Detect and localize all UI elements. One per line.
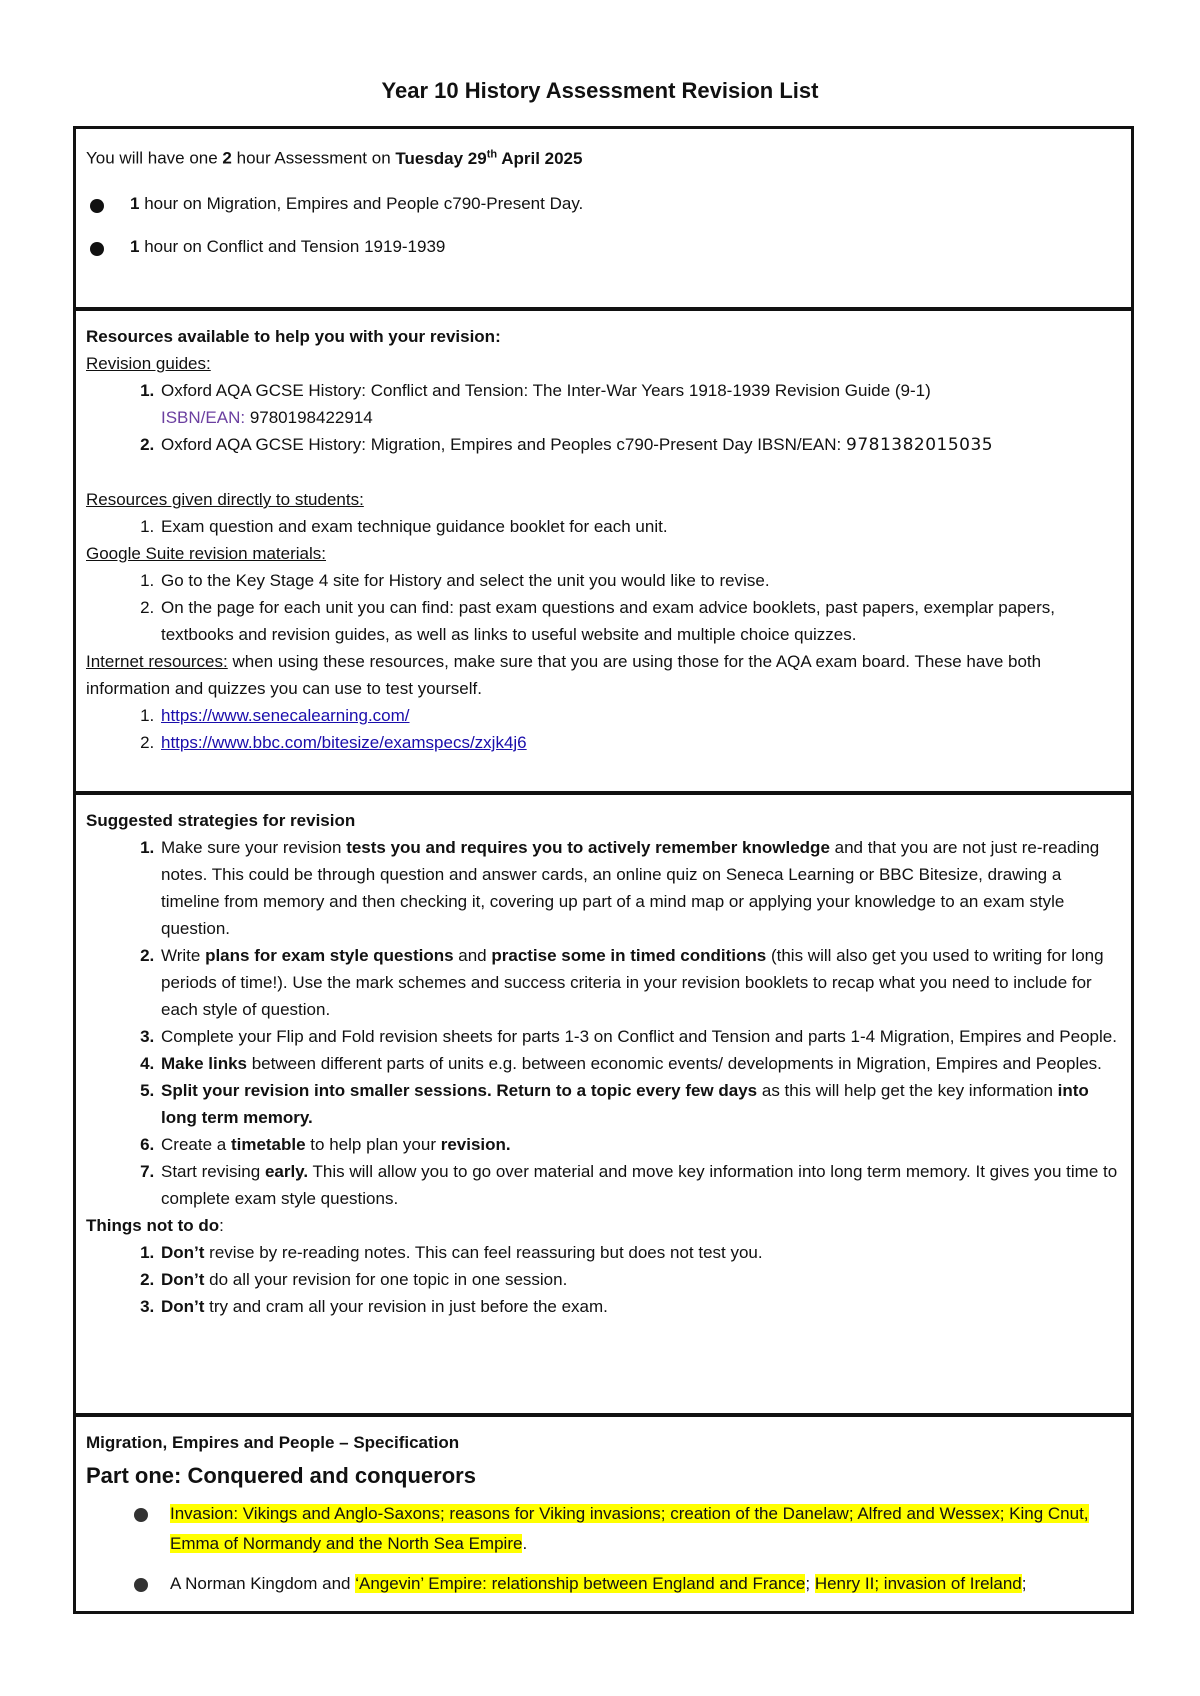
resources-heading: Resources available to help you with your revision: [86, 327, 501, 346]
list-item: 6. Create a timetable to help plan your revision. [159, 1131, 1121, 1158]
list-item: 2. On the page for each unit you can find: past exam questions and exam advice booklets, past papers, exemplar papers, textbooks and revision guides, as well as links to useful website and multiple choice quizzes. [159, 594, 1121, 648]
list-item: 5. Split your revision into smaller sessions. Return to a topic every few days as this will help get the key information into long term memory. [159, 1077, 1121, 1131]
strategies-box [73, 792, 1134, 1416]
page-title: Year 10 History Assessment Revision List [381, 78, 819, 103]
list-item: A Norman Kingdom and ‘Angevin’ Empire: relationship between England and France; Henry II; invasion of Ireland; [86, 1569, 1121, 1599]
list-item: 3. Don’t try and cram all your revision in just before the exam. [159, 1293, 1121, 1320]
bullet-icon [134, 1508, 148, 1522]
part-one-heading: Part one: Conquered and conquerors [86, 1463, 476, 1488]
list-item: 1 hour on Conflict and Tension 1919-1939 [86, 233, 1121, 260]
bullet-icon [134, 1578, 148, 1592]
given-resources-label: Resources given directly to students: [86, 490, 364, 509]
assessment-date: Tuesday 29th April 2025 [395, 148, 583, 168]
assessment-intro: You will have one 2 hour Assessment on Tuesday 29th April 2025 [86, 148, 583, 168]
list-item: 1. Make sure your revision tests you and requires you to actively remember knowledge and that you are not just re-reading notes. This could be through question and answer cards, an online quiz on Seneca Learning or BBC Bitesize, drawing a timeline from memory and then checking it, covering up part of a mind map or applying your knowledge to an exam style question. [159, 834, 1121, 942]
list-item [159, 729, 1121, 756]
bbc-bitesize-link[interactable]: https://www.bbc.com/bitesize/examspecs/zxjk4j6 [161, 733, 527, 752]
list-item: 1. Go to the Key Stage 4 site for History and select the unit you would like to revise. [159, 567, 1121, 594]
list-item: 1 hour on Migration, Empires and People c790-Present Day. [86, 190, 1121, 217]
list-item: 1. Oxford AQA GCSE History: Conflict and Tension: The Inter-War Years 1918-1939 Revision Guide (9-1) ISBN/EAN: 9780198422914 [159, 377, 1121, 431]
list-item: 2. Write plans for exam style questions and practise some in timed conditions (this will also get you used to writing for long periods of time!). Use the mark schemes and success criteria in your revision booklets to recap what you need to include for each style of question. [159, 942, 1121, 1023]
bullet-icon [90, 242, 104, 256]
google-suite-label: Google Suite revision materials: [86, 544, 327, 563]
resources-box [73, 308, 1134, 794]
internet-resources: Internet resources: when using these resources, make sure that you are using those for the AQA exam board. These have both information and quizzes you can use to test yourself. [86, 652, 1042, 698]
list-item: 1. Exam question and exam technique guidance booklet for each unit. [159, 513, 1121, 540]
specification-box [73, 1414, 1134, 1614]
list-item: 7. Start revising early. This will allow you to go over material and move key information into long term memory. It gives you time to complete exam style questions. [159, 1158, 1121, 1212]
assessment-info-box [73, 126, 1134, 310]
strategies-heading: Suggested strategies for revision [86, 811, 356, 830]
list-item: 3. Complete your Flip and Fold revision sheets for parts 1-3 on Conflict and Tension and parts 1-4 Migration, Empires and People. [159, 1023, 1121, 1050]
list-item: 2. Oxford AQA GCSE History: Migration, Empires and Peoples c790-Present Day IBSN/EAN: 9781382015035 [159, 431, 1121, 459]
things-not-to-do-heading: Things not to do: [86, 1216, 224, 1235]
specification-heading: Migration, Empires and People – Specification [86, 1433, 460, 1452]
list-item: 4. Make links between different parts of units e.g. between economic events/ developments in Migration, Empires and Peoples. [159, 1050, 1121, 1077]
bullet-icon [90, 199, 104, 213]
list-item: 1. Don’t revise by re-reading notes. This can feel reassuring but does not test you. [159, 1239, 1121, 1266]
revision-guides-label: Revision guides: [86, 354, 211, 373]
list-item [159, 702, 1121, 729]
list-item: 2. Don’t do all your revision for one topic in one session. [159, 1266, 1121, 1293]
seneca-link[interactable]: https://www.senecalearning.com/ [161, 706, 410, 725]
list-item: Invasion: Vikings and Anglo-Saxons; reasons for Viking invasions; creation of the Danelaw; Alfred and Wessex; King Cnut, Emma of Normandy and the North Sea Empire. [86, 1499, 1121, 1559]
